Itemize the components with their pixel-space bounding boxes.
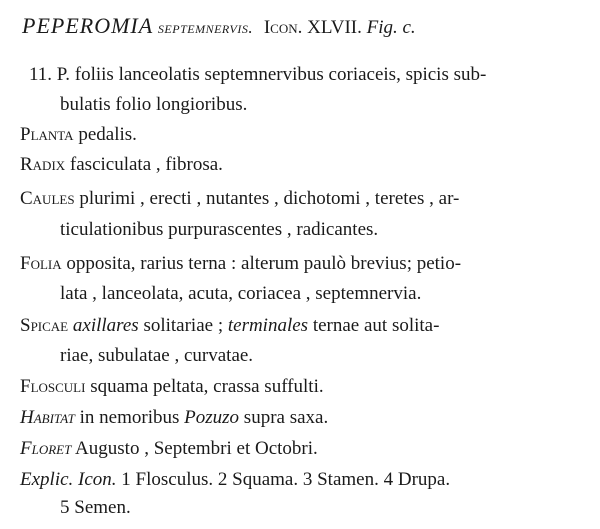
diagnosis-line-2: bulatis folio longioribus. xyxy=(60,94,248,115)
folia-line-2: lata , lanceolata, acuta, coriacea , septemnervia. xyxy=(60,283,422,304)
folia-term: Folia xyxy=(20,253,62,274)
fig-letter: c. xyxy=(402,17,416,38)
plate-number: XLVII. xyxy=(307,17,362,38)
explic-text-1: 1 Flosculus. 2 Squama. 3 Stamen. 4 Drupa. xyxy=(116,469,451,490)
spicae-axillares: axillares xyxy=(68,315,139,336)
caules-term: Caules xyxy=(20,188,75,209)
spicae-text-end: ternae aut solita- xyxy=(308,315,440,336)
habitat-entry xyxy=(20,406,328,430)
folia-entry xyxy=(20,252,461,276)
spicae-term: Spicae xyxy=(20,315,69,336)
caules-entry xyxy=(20,187,459,211)
spicae-entry xyxy=(20,314,439,338)
explic-line-2: 5 Semen. xyxy=(60,497,131,518)
planta-text: pedalis. xyxy=(73,124,137,145)
planta-entry xyxy=(20,123,137,147)
caules-line-2: ticulationibus purpurascentes , radicantes. xyxy=(60,219,379,240)
flosculi-term: Flosculi xyxy=(20,376,86,397)
habitat-place: Pozuzo xyxy=(184,407,240,428)
spicae-mid: solitariae ; xyxy=(138,315,228,336)
habitat-text-2: supra saxa. xyxy=(239,407,329,428)
radix-term: Radix xyxy=(20,154,66,175)
species-name: septemnervis. xyxy=(157,18,254,37)
page-title xyxy=(22,14,416,40)
genus-name: PEPEROMIA xyxy=(22,13,154,38)
caules-text-1: plurimi , erecti , nutantes , dichotomi , teretes , ar- xyxy=(74,188,460,209)
spicae-line-2: riae, subulatae , curvatae. xyxy=(60,345,254,366)
folia-text-1: opposita, rarius terna : alterum paulò brevius; petio- xyxy=(61,253,462,274)
icon-label: Icon. xyxy=(263,17,303,38)
planta-term: Planta xyxy=(20,124,74,145)
floret-term: Floret xyxy=(20,438,72,459)
fig-label: Fig. xyxy=(366,17,398,38)
radix-entry xyxy=(20,153,223,177)
flosculi-text: squama peltata, crassa suffulti. xyxy=(85,376,324,397)
habitat-text-1: in nemoribus xyxy=(74,407,185,428)
floret-entry xyxy=(20,437,318,461)
diagnosis-line-1: 11. P. foliis lanceolatis septemnervibus coriaceis, spicis sub- xyxy=(29,64,487,85)
explic-entry xyxy=(20,468,450,492)
radix-text: fasciculata , fibrosa. xyxy=(65,154,223,175)
spicae-terminales: terminales xyxy=(227,315,309,336)
habitat-term: Habitat xyxy=(20,407,75,428)
explic-term: Explic. Icon. xyxy=(20,469,117,490)
floret-text: Augusto , Septembri et Octobri. xyxy=(71,438,318,459)
flosculi-entry xyxy=(20,375,324,399)
